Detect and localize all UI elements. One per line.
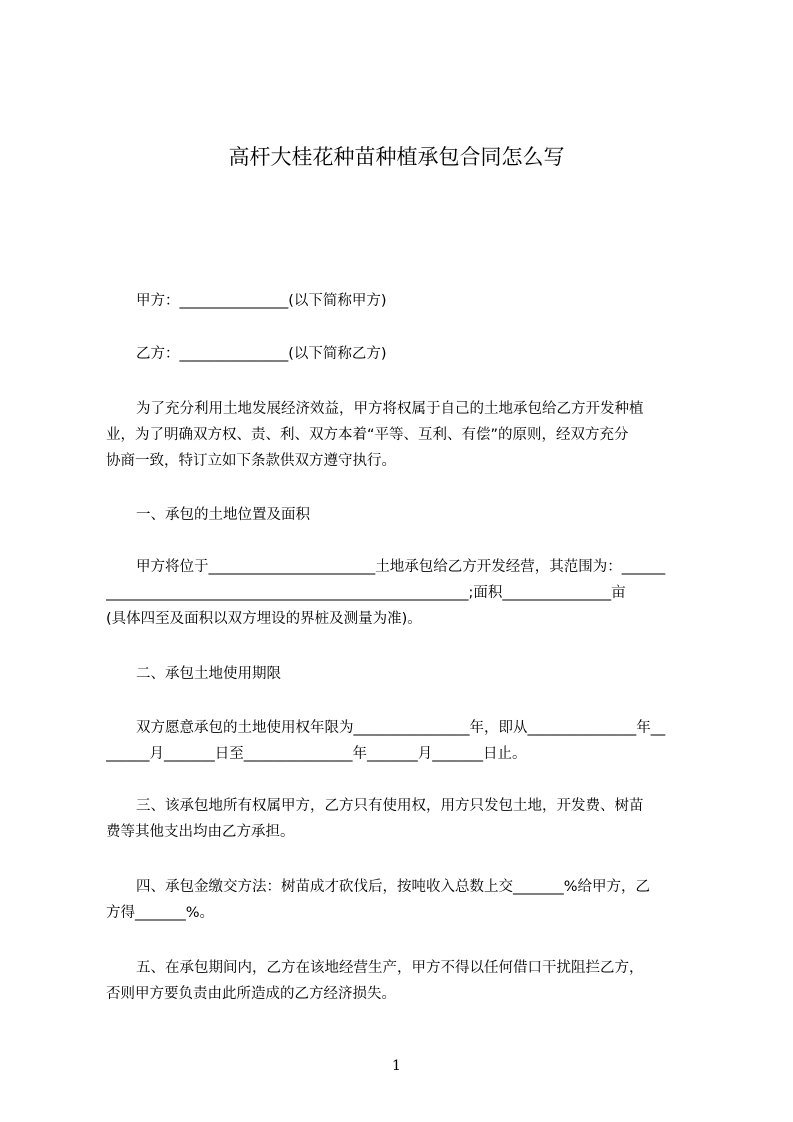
party-a-line: 甲方：_______________(以下简称甲方)	[136, 293, 387, 309]
section-2-paragraph	[106, 715, 702, 767]
section-1-paragraph	[106, 554, 702, 632]
section-2-line: 双方愿意承包的土地使用权年限为________________年，即从_______________年__	[136, 720, 666, 736]
section-1-heading: 一、承包的土地位置及面积	[136, 507, 310, 523]
section-4-line: 四、承包金缴交方法：树苗成才砍伐后，按吨收入总数上交_______%给甲方，乙	[136, 879, 651, 895]
section-1-line: __________________________________________________;面积_______________亩	[106, 585, 626, 601]
section-5-paragraph	[106, 955, 702, 1007]
party-b-line: 乙方：_______________(以下简称乙方)	[136, 346, 387, 362]
section-1-line: (具体四至及面积以双方埋设的界桩及测量为准)。	[106, 611, 422, 627]
document-title: 高杆大桂花种苗种植承包合同怎么写	[228, 145, 565, 169]
preamble-line: 为了充分利用土地发展经济效益，甲方将权属于自己的土地承包给乙方开发种植	[136, 401, 644, 417]
section-3-line: 三、该承包地所有权属甲方，乙方只有使用权，用方只发包土地，开发费、树苗	[136, 798, 644, 814]
section-5-line: 五、在承包期间内，乙方在该地经营生产，甲方不得以任何借口干扰阻拦乙方，	[136, 960, 644, 976]
section-2-line: ______月_______日至_______________年_______月_______日止。	[106, 746, 527, 762]
section-4-line: 方得_______%。	[106, 905, 215, 921]
section-4-paragraph	[106, 874, 702, 926]
section-1-line: 甲方将位于_______________________土地承包给乙方开发经营，其范围为：______	[136, 559, 666, 575]
section-3-paragraph	[106, 793, 702, 845]
page-number: 1	[392, 1058, 401, 1074]
section-5-line: 否则甲方要负责由此所造成的乙方经济损失。	[106, 986, 396, 1002]
section-3-line: 费等其他支出均由乙方承担。	[106, 824, 295, 840]
preamble-line: 协商一致，特订立如下条款供双方遵守执行。	[106, 453, 396, 469]
section-2-heading: 二、承包土地使用期限	[136, 666, 281, 682]
preamble-line: 业，为了明确双方权、责、利、双方本着“平等、互利、有偿”的原则，经双方充分	[106, 427, 629, 443]
preamble-paragraph	[106, 396, 702, 474]
